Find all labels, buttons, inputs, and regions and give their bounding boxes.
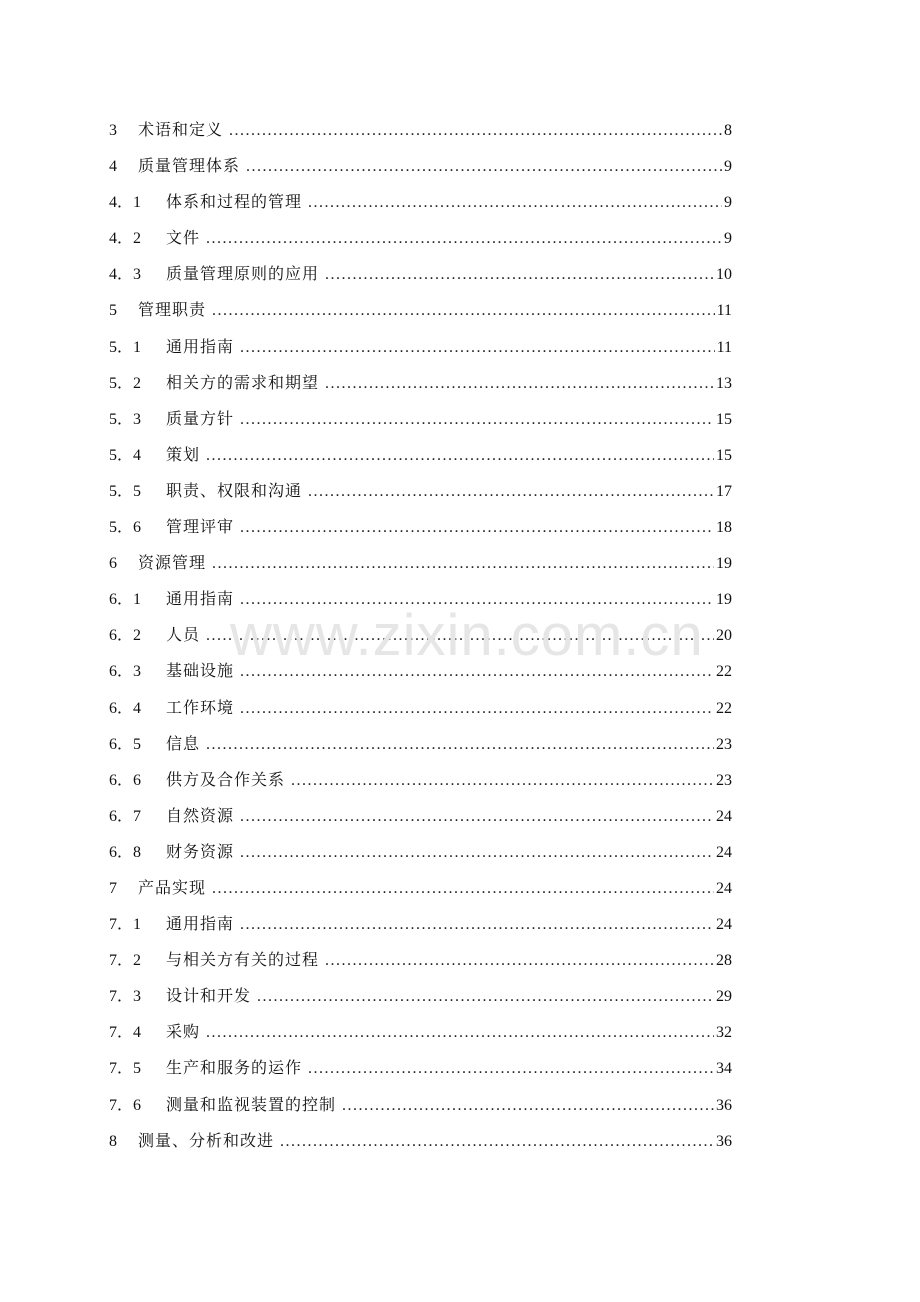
- toc-entry-title: 术语和定义: [138, 120, 224, 139]
- toc-entry-page: 24: [716, 843, 732, 861]
- toc-entry-page: 20: [716, 627, 732, 645]
- toc-entry-page: 17: [716, 482, 732, 500]
- toc-entry[interactable]: [109, 184, 732, 220]
- toc-dot-leader: [325, 257, 714, 293]
- toc-entry-number: 6．8: [109, 843, 142, 861]
- toc-dot-leader: [240, 907, 714, 943]
- toc-entry-page: 9: [724, 230, 732, 248]
- toc-entry-number: 5．5: [109, 482, 142, 500]
- toc-entry[interactable]: [109, 834, 732, 870]
- toc-entry[interactable]: [109, 220, 732, 256]
- toc-dot-leader: [308, 185, 722, 221]
- toc-entry-number: 4: [109, 158, 117, 176]
- toc-dot-leader: [325, 943, 714, 979]
- toc-entry-page: 15: [716, 410, 732, 428]
- toc-entry-title: 职责、权限和沟通: [166, 480, 303, 500]
- toc-entry-page: 11: [716, 338, 732, 356]
- toc-entry-title: 质量管理原则的应用: [166, 264, 320, 284]
- toc-entry-page: 36: [716, 1096, 732, 1114]
- toc-dot-leader: [280, 1124, 714, 1160]
- toc-entry-title: 信息: [166, 733, 201, 753]
- toc-entry-page: 9: [724, 158, 732, 176]
- toc-entry[interactable]: [109, 798, 732, 834]
- toc-entry-title: 相关方的需求和期望: [166, 372, 320, 392]
- toc-entry-number: 5．2: [109, 374, 142, 392]
- toc-entry-number: 4．3: [109, 266, 142, 284]
- toc-dot-leader: [291, 763, 714, 799]
- toc-entry-title: 文件: [166, 228, 201, 248]
- toc-entry[interactable]: [109, 473, 732, 509]
- toc-dot-leader: [257, 979, 714, 1015]
- toc-entry-title: 与相关方有关的过程: [166, 950, 320, 970]
- toc-dot-leader: [212, 871, 714, 907]
- toc-dot-leader: [229, 113, 722, 149]
- toc-entry-number: 7．5: [109, 1060, 142, 1078]
- toc-entry-number: 7．2: [109, 952, 142, 970]
- toc-entry-page: 24: [716, 807, 732, 825]
- toc-entry-title: 采购: [166, 1022, 201, 1042]
- toc-dot-leader: [240, 799, 714, 835]
- toc-entry[interactable]: [109, 1123, 732, 1159]
- toc-entry-page: 19: [716, 591, 732, 609]
- toc-entry-page: 22: [716, 663, 732, 681]
- toc-entry[interactable]: [109, 581, 732, 617]
- toc-entry[interactable]: [109, 726, 732, 762]
- toc-dot-leader: [308, 474, 714, 510]
- toc-entry-title: 质量管理体系: [138, 156, 241, 176]
- toc-entry-title: 设计和开发: [166, 986, 252, 1006]
- toc-entry-title: 测量和监视装置的控制: [166, 1094, 337, 1114]
- toc-entry-title: 财务资源: [166, 841, 235, 861]
- toc-entry-title: 管理职责: [138, 300, 207, 320]
- toc-entry-title: 工作环境: [166, 697, 235, 717]
- toc-entry-title: 自然资源: [166, 805, 235, 825]
- toc-entry-page: 19: [716, 555, 732, 573]
- toc-dot-leader: [206, 438, 714, 474]
- toc-entry[interactable]: [109, 906, 732, 942]
- toc-entry-number: 6．5: [109, 735, 142, 753]
- toc-entry-page: 18: [716, 519, 732, 537]
- toc-entry-page: 29: [716, 988, 732, 1006]
- toc-entry-page: 24: [716, 916, 732, 934]
- toc-entry-number: 8: [109, 1132, 117, 1150]
- toc-entry-number: 6．2: [109, 627, 142, 645]
- toc-entry-page: 15: [716, 446, 732, 464]
- toc-entry-page: 9: [724, 194, 732, 212]
- toc-entry-title: 质量方针: [166, 408, 235, 428]
- toc-entry-page: 13: [716, 374, 732, 392]
- toc-entry[interactable]: [109, 762, 732, 798]
- toc-dot-leader: [240, 654, 714, 690]
- toc-entry[interactable]: [109, 112, 732, 148]
- toc-dot-leader: [325, 366, 714, 402]
- toc-entry[interactable]: [109, 545, 732, 581]
- toc-dot-leader: [206, 618, 714, 654]
- toc-dot-leader: [342, 1088, 714, 1124]
- toc-entry-page: 28: [716, 952, 732, 970]
- toc-entry-number: 4．1: [109, 194, 142, 212]
- toc-entry-title: 体系和过程的管理: [166, 192, 303, 212]
- toc-entry-page: 32: [716, 1024, 732, 1042]
- toc-dot-leader: [206, 221, 722, 257]
- toc-dot-leader: [308, 1051, 714, 1087]
- toc-entry[interactable]: [109, 1014, 732, 1050]
- toc-entry-title: 通用指南: [166, 336, 235, 356]
- toc-entry-number: 7．1: [109, 916, 142, 934]
- toc-entry-title: 管理评审: [166, 517, 235, 537]
- toc-entry[interactable]: [109, 437, 732, 473]
- toc-entry-title: 策划: [166, 444, 201, 464]
- toc-entry-page: 36: [716, 1132, 732, 1150]
- toc-dot-leader: [246, 149, 722, 185]
- toc-entry-page: 23: [716, 735, 732, 753]
- toc-entry[interactable]: [109, 401, 732, 437]
- toc-entry[interactable]: [109, 617, 732, 653]
- toc-entry-title: 生产和服务的运作: [166, 1058, 303, 1078]
- toc-entry-page: 11: [716, 302, 732, 320]
- toc-entry-title: 通用指南: [166, 589, 235, 609]
- toc-entry[interactable]: [109, 942, 732, 978]
- toc-entry-title: 产品实现: [138, 877, 207, 897]
- toc-entry[interactable]: [109, 1087, 732, 1123]
- toc-dot-leader: [240, 835, 714, 871]
- toc-entry-number: 5．1: [109, 338, 142, 356]
- toc-entry[interactable]: [109, 1050, 732, 1086]
- toc-entry-title: 基础设施: [166, 661, 235, 681]
- toc-entry-number: 5．4: [109, 446, 142, 464]
- toc-entry[interactable]: [109, 509, 732, 545]
- toc-entry[interactable]: [109, 870, 732, 906]
- toc-entry-number: 6．4: [109, 699, 142, 717]
- toc-entry-number: 5．6: [109, 519, 142, 537]
- toc-entry[interactable]: [109, 256, 732, 292]
- toc-entry-number: 7．4: [109, 1024, 142, 1042]
- toc-entry[interactable]: [109, 292, 732, 328]
- toc-entry-number: 5: [109, 302, 117, 320]
- toc-dot-leader: [240, 402, 714, 438]
- toc-entry-number: 6: [109, 555, 117, 573]
- toc-entry[interactable]: [109, 329, 732, 365]
- table-of-contents: [109, 112, 732, 1159]
- toc-dot-leader: [240, 582, 714, 618]
- toc-entry-number: 7．6: [109, 1096, 142, 1114]
- toc-entry-page: 34: [716, 1060, 732, 1078]
- toc-entry-number: 6．3: [109, 663, 142, 681]
- toc-entry-title: 人员: [166, 625, 201, 645]
- toc-entry[interactable]: [109, 690, 732, 726]
- toc-dot-leader: [206, 727, 714, 763]
- toc-entry-title: 测量、分析和改进: [138, 1130, 275, 1150]
- toc-entry-number: 6．6: [109, 771, 142, 789]
- toc-entry-number: 3: [109, 122, 117, 139]
- toc-dot-leader: [240, 330, 715, 366]
- toc-entry-title: 资源管理: [138, 553, 207, 573]
- watermark: www.zixin.com.cn: [230, 603, 704, 668]
- toc-entry-number: 5．3: [109, 410, 142, 428]
- toc-entry-number: 7: [109, 879, 117, 897]
- toc-entry-title: 通用指南: [166, 914, 235, 934]
- toc-dot-leader: [212, 546, 714, 582]
- toc-entry[interactable]: [109, 365, 732, 401]
- toc-dot-leader: [240, 691, 714, 727]
- toc-entry-page: 22: [716, 699, 732, 717]
- toc-entry-number: 7．3: [109, 988, 142, 1006]
- toc-entry-title: 供方及合作关系: [166, 769, 286, 789]
- toc-entry-number: 6．7: [109, 807, 142, 825]
- toc-entry-number: 6．1: [109, 591, 142, 609]
- toc-entry-page: 10: [716, 266, 732, 284]
- toc-entry[interactable]: [109, 978, 732, 1014]
- toc-dot-leader: [240, 510, 714, 546]
- toc-entry-page: 23: [716, 771, 732, 789]
- toc-entry[interactable]: [109, 653, 732, 689]
- toc-entry[interactable]: [109, 148, 732, 184]
- toc-entry-number: 4．2: [109, 230, 142, 248]
- toc-dot-leader: [206, 1015, 714, 1051]
- toc-entry-page: 24: [716, 879, 732, 897]
- toc-entry-page: 8: [724, 122, 732, 139]
- toc-dot-leader: [212, 293, 715, 329]
